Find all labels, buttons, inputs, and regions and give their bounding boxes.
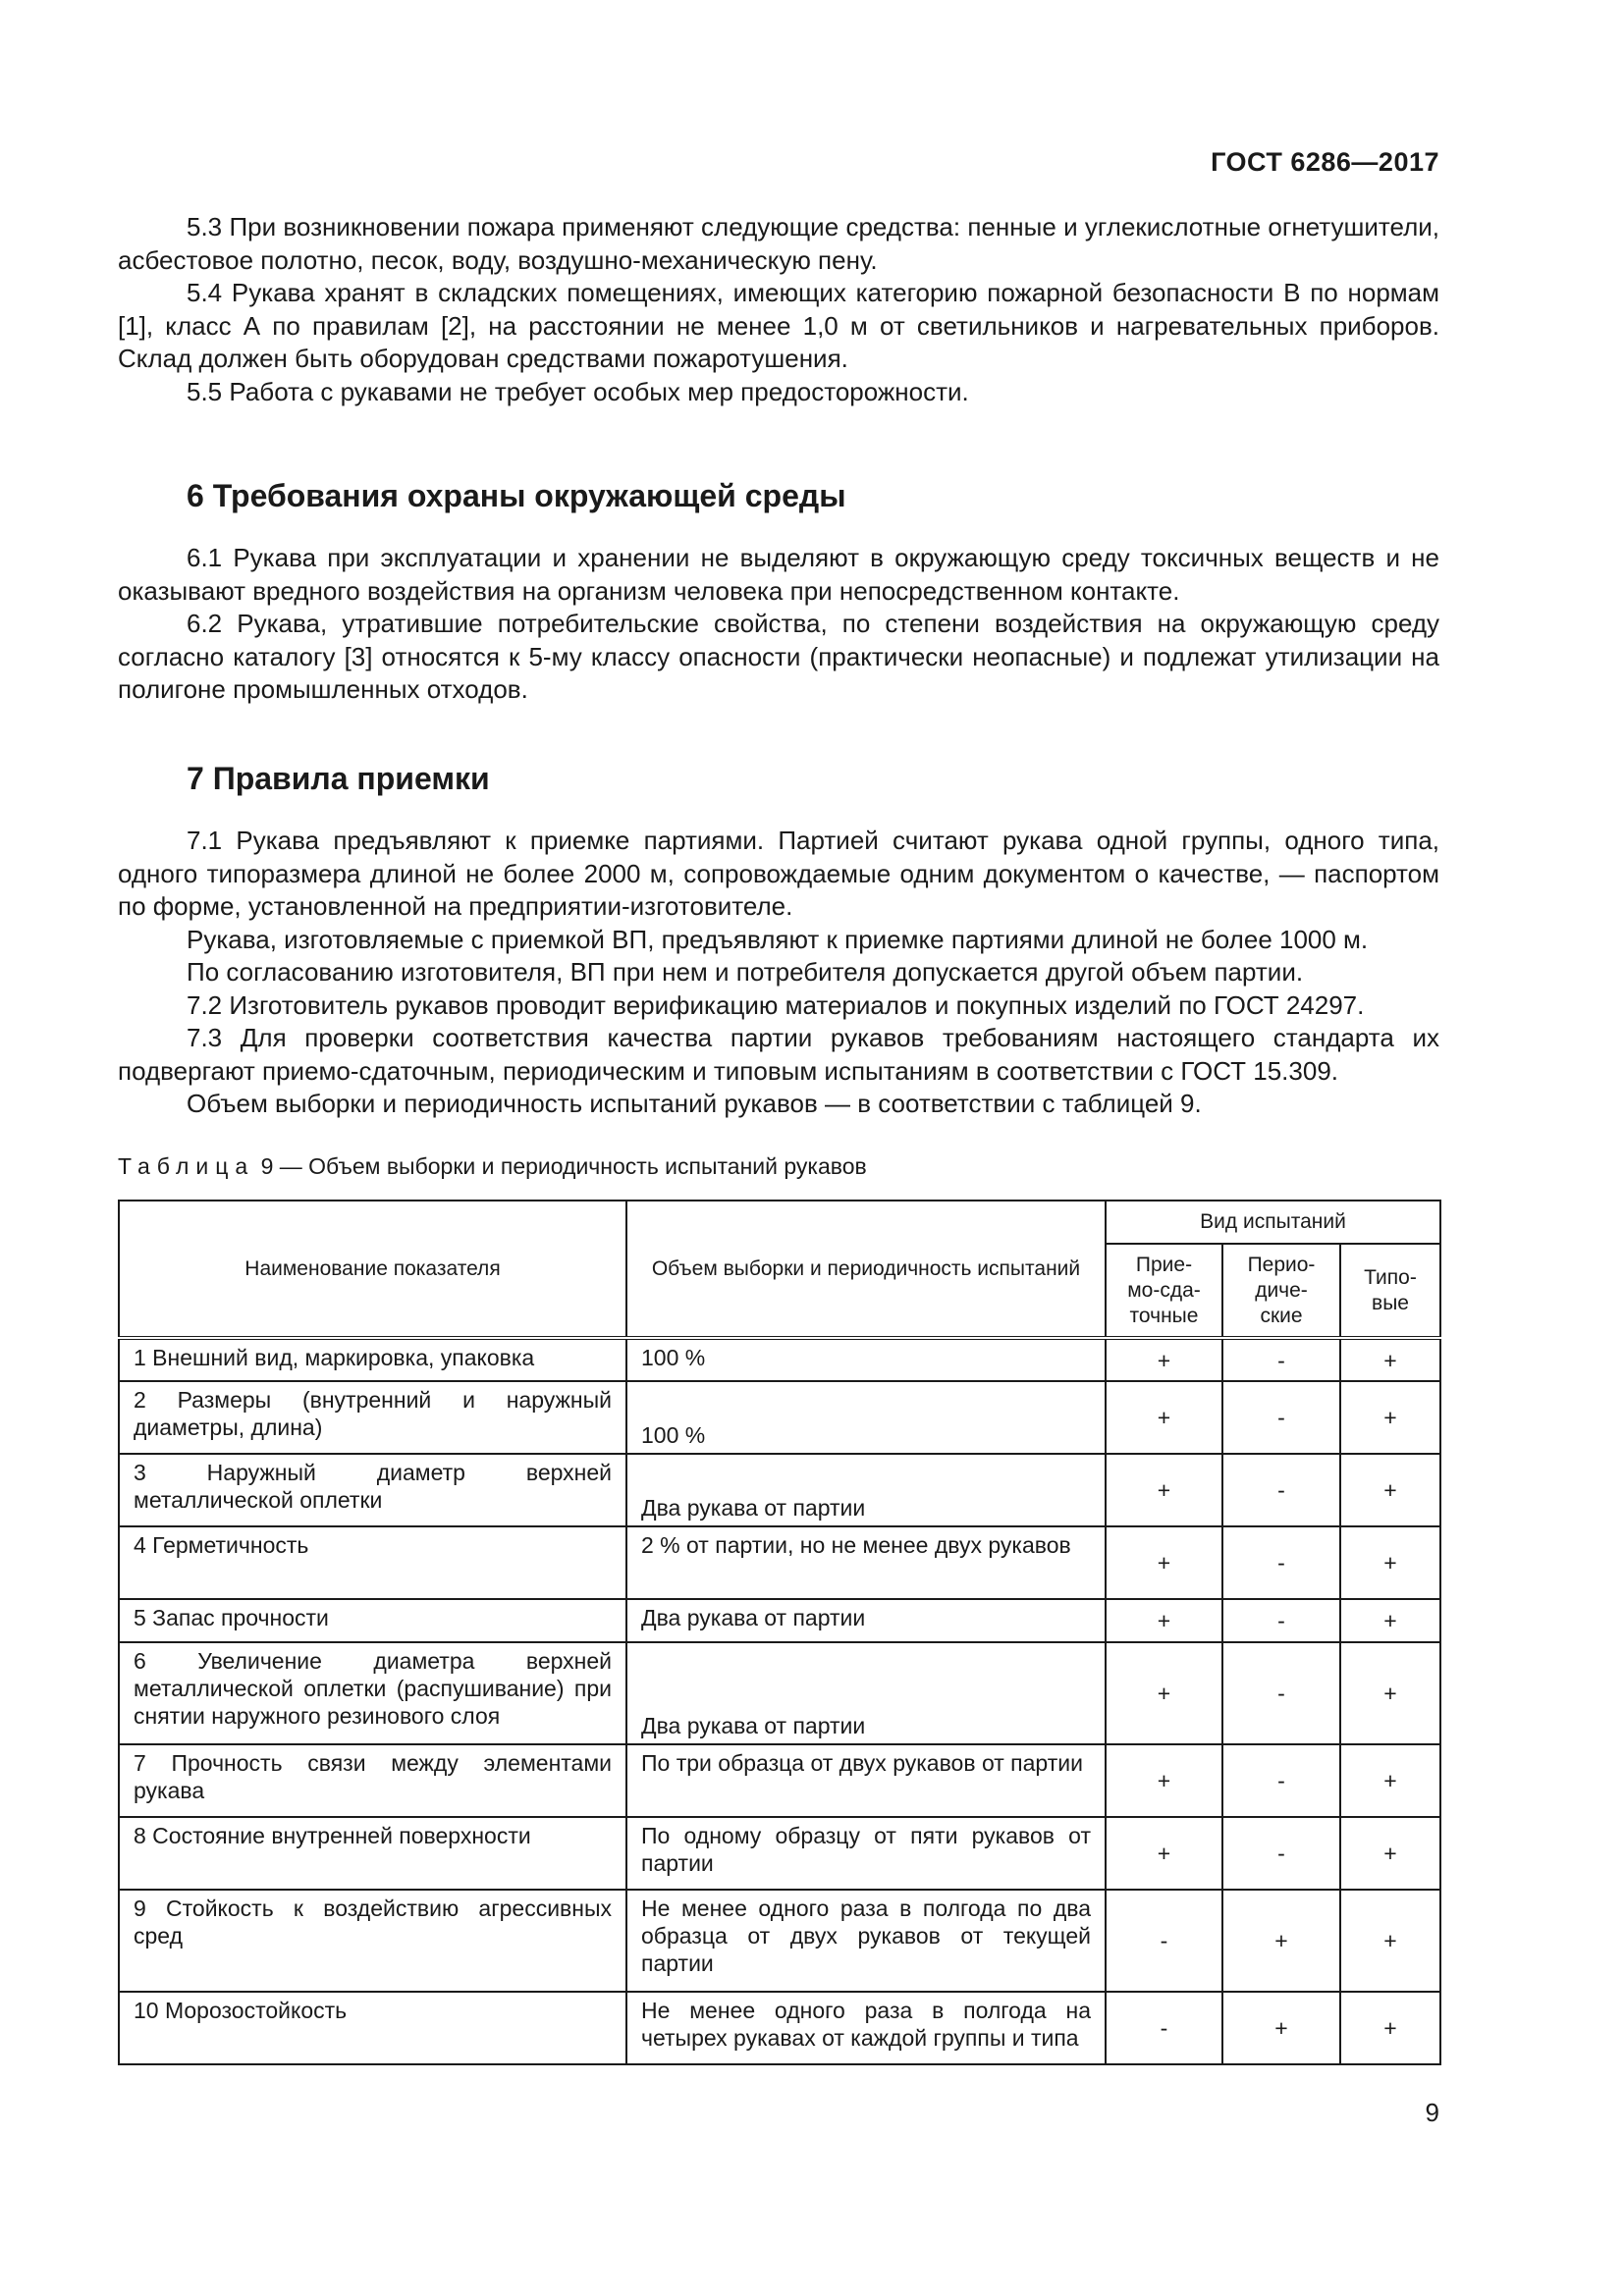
paragraph-7-1: 7.1 Рукава предъявляют к приемке партиями. Партией считают рукава одной группы, одного типа, одного типоразмера длиной не более 2000 м, сопровождаемые одним документом о качестве, — паспортом по форме, установленной на предприятии-изготовителе. (118, 826, 1439, 921)
row-acceptance: - (1106, 1890, 1222, 1992)
row-type: + (1340, 1338, 1440, 1381)
paragraph-7-1-vp: Рукава, изготовляемые с приемкой ВП, предъявляют к приемке партиями длиной не более 1000 м. (187, 924, 1369, 954)
header-sample-volume: Объем выборки и периодичность испытаний (626, 1201, 1106, 1338)
section-7-heading: 7 Правила приемки (187, 761, 490, 796)
row-periodic: - (1222, 1454, 1340, 1526)
row-periodic: - (1222, 1599, 1340, 1642)
row-volume: Не менее одного раза в полгода по два образца от двух рукавов от текущей партии (626, 1890, 1106, 1992)
row-acceptance: + (1106, 1381, 1222, 1454)
row-type: + (1340, 1454, 1440, 1526)
row-periodic: - (1222, 1642, 1340, 1744)
document-standard-number: ГОСТ 6286—2017 (1211, 147, 1439, 177)
row-indicator: 1 Внешний вид, маркировка, упаковка (119, 1338, 626, 1381)
table-caption (118, 1153, 867, 1180)
table-caption-label: Таблица (118, 1153, 255, 1179)
table-row (119, 1890, 1440, 1992)
row-type: + (1340, 1890, 1440, 1992)
row-volume: 2 % от партии, но не менее двух рукавов (626, 1526, 1106, 1599)
row-acceptance: + (1106, 1642, 1222, 1744)
table-row (119, 1454, 1440, 1526)
row-periodic: - (1222, 1526, 1340, 1599)
row-volume: Не менее одного раза в полгода на четырех рукавах от каждой группы и типа (626, 1992, 1106, 2064)
section-7-text (118, 825, 1439, 1121)
row-type: + (1340, 1817, 1440, 1890)
table-row (119, 1381, 1440, 1454)
row-volume: Два рукава от партии (626, 1599, 1106, 1642)
table-9 (118, 1200, 1441, 2065)
row-volume: 100 % (626, 1338, 1106, 1381)
row-volume: По три образца от двух рукавов от партии (626, 1744, 1106, 1817)
row-indicator: 8 Состояние внутренней поверхности (119, 1817, 626, 1890)
row-type: + (1340, 1744, 1440, 1817)
header-type-tests: Типо-вые (1340, 1244, 1440, 1338)
row-volume: 100 % (626, 1381, 1106, 1454)
row-indicator: 10 Морозостойкость (119, 1992, 626, 2064)
row-periodic: - (1222, 1817, 1340, 1890)
header-test-kind: Вид испытаний (1106, 1201, 1440, 1244)
row-acceptance: + (1106, 1338, 1222, 1381)
row-periodic: - (1222, 1338, 1340, 1381)
row-indicator: 4 Герметичность (119, 1526, 626, 1599)
table-row (119, 1744, 1440, 1817)
row-type: + (1340, 1992, 1440, 2064)
row-acceptance: + (1106, 1599, 1222, 1642)
table-row (119, 1642, 1440, 1744)
paragraph-6-2: 6.2 Рукава, утратившие потребительские свойства, по степени воздействия на окружающую среду согласно каталогу [3] относятся к 5-му классу опасности (практически неопасные) и подлежат утилизации на полигоне промышленных отходов. (118, 609, 1439, 704)
row-acceptance: + (1106, 1744, 1222, 1817)
row-volume: По одному образцу от пяти рукавов от партии (626, 1817, 1106, 1890)
table-row (119, 1992, 1440, 2064)
paragraph-7-3: 7.3 Для проверки соответствия качества партии рукавов требованиям настоящего стандарта их подвергают приемо-сдаточным, периодическим и типовым испытаниям в соответствии с ГОСТ 15.309. (118, 1023, 1439, 1086)
section-6-text (118, 542, 1439, 707)
page-number: 9 (1425, 2098, 1439, 2127)
section-6-heading: 6 Требования охраны окружающей среды (187, 478, 846, 513)
paragraph-7-2: 7.2 Изготовитель рукавов проводит верификацию материалов и покупных изделий по ГОСТ 24297. (187, 989, 1365, 1020)
row-periodic: - (1222, 1744, 1340, 1817)
paragraph-7-1-agreement: По согласованию изготовителя, ВП при нем и потребителя допускается другой объем партии. (187, 957, 1304, 987)
header-acceptance-tests: Прие-мо-сда-точные (1106, 1244, 1222, 1338)
paragraph-6-1: 6.1 Рукава при эксплуатации и хранении не выделяют в окружающую среду токсичных веществ и не оказывают вредного воздействия на организм человека при непосредственном контакте. (118, 543, 1439, 606)
section-5-text (118, 211, 1439, 408)
table-caption-text: 9 — Объем выборки и периодичность испытаний рукавов (254, 1153, 867, 1179)
row-indicator: 3 Наружный диаметр верхней металлической оплетки (119, 1454, 626, 1526)
row-periodic: - (1222, 1381, 1340, 1454)
table-row (119, 1526, 1440, 1599)
row-type: + (1340, 1381, 1440, 1454)
row-volume: Два рукава от партии (626, 1454, 1106, 1526)
paragraph-5-4: 5.4 Рукава хранят в складских помещениях, имеющих категорию пожарной безопасности В по нормам [1], класс А по правилам [2], на расстоянии не менее 1,0 м от светильников и нагревательных приборов. Склад должен быть оборудован средствами пожаротушения. (118, 278, 1439, 373)
paragraph-7-3-table-ref: Объем выборки и периодичность испытаний рукавов — в соответствии с таблицей 9. (187, 1089, 1202, 1118)
paragraph-5-5: 5.5 Работа с рукавами не требует особых мер предосторожности. (187, 376, 969, 406)
row-type: + (1340, 1526, 1440, 1599)
row-acceptance: + (1106, 1454, 1222, 1526)
row-volume: Два рукава от партии (626, 1642, 1106, 1744)
header-periodic-tests: Перио-диче-ские (1222, 1244, 1340, 1338)
row-indicator: 7 Прочность связи между элементами рукава (119, 1744, 626, 1817)
row-acceptance: + (1106, 1817, 1222, 1890)
row-periodic: + (1222, 1890, 1340, 1992)
row-indicator: 9 Стойкость к воздействию агрессивных сред (119, 1890, 626, 1992)
row-indicator: 2 Размеры (внутренний и наружный диаметры, длина) (119, 1381, 626, 1454)
header-indicator-name: Наименование показателя (119, 1201, 626, 1338)
row-type: + (1340, 1599, 1440, 1642)
table-row (119, 1599, 1440, 1642)
table-row (119, 1817, 1440, 1890)
table-row (119, 1338, 1440, 1381)
row-type: + (1340, 1642, 1440, 1744)
row-indicator: 6 Увеличение диаметра верхней металлической оплетки (распушивание) при снятии наружного резинового слоя (119, 1642, 626, 1744)
row-acceptance: + (1106, 1526, 1222, 1599)
row-indicator: 5 Запас прочности (119, 1599, 626, 1642)
row-periodic: + (1222, 1992, 1340, 2064)
paragraph-5-3: 5.3 При возникновении пожара применяют следующие средства: пенные и углекислотные огнетушители, асбестовое полотно, песок, воду, воздушно-механическую пену. (118, 212, 1439, 275)
row-acceptance: - (1106, 1992, 1222, 2064)
